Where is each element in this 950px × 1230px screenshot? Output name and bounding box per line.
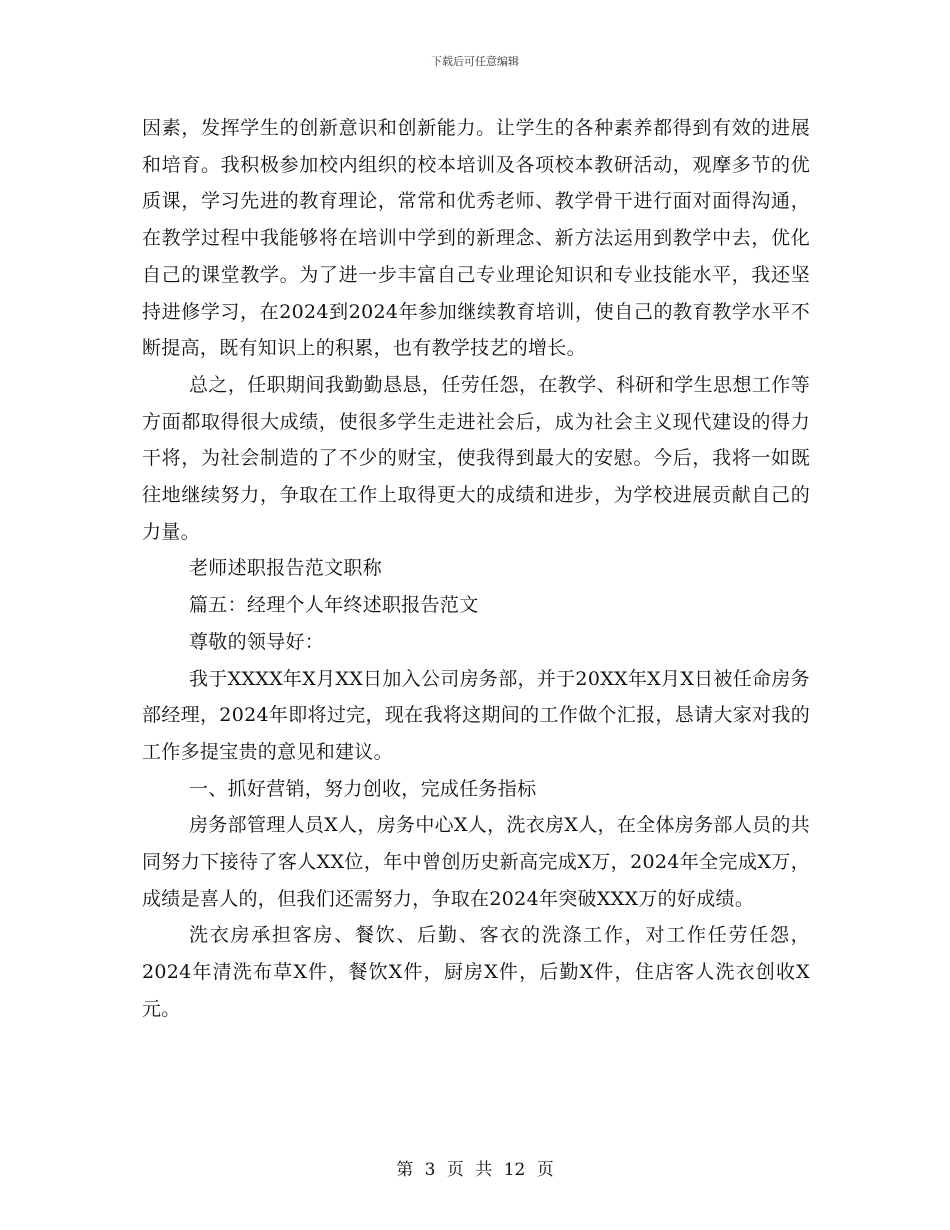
paragraph-9: 洗衣房承担客房、餐饮、后勤、客衣的洗涤工作，对工作任劳任怨，2024年清洗布草X件，餐饮X件，厨房X件，后勤X件，住店客人洗衣创收X元。 [142,924,810,1020]
paragraph-6: 我于XXXX年X月XX日加入公司房务部，并于20XX年X月X日被任命房务部经理，2024年即将过完，现在我将这期间的工作做个汇报，恳请大家对我的工作多提宝贵的意见和建议。 [142,667,810,763]
paragraph-1: 因素，发挥学生的创新意识和创新能力。让学生的各种素养都得到有效的进展和培育。我积极参加校内组织的校本培训及各项校本教研活动，观摩多节的优质课，学习先进的教育理论，常常和优秀老师、教学骨干进行面对面得沟通，在教学过程中我能够将在培训中学到的新理念、新方法运用到教学中去，优化自己的课堂教学。为了进一步丰富自己专业理论知识和专业技能水平，我还坚持进修学习，在2024到2024年参加继续教育培训，使自己的教育教学水平不断提高，既有知识上的积累，也有教学技艺的增长。 [142,117,810,360]
paragraph-4: 篇五：经理个人年终述职报告范文 [189,594,479,617]
paragraph-8: 房务部管理人员X人，房务中心X人，洗衣房X人，在全体房务部人员的共同努力下接待了客人XX位，年中曾创历史新高完成X万，2024年全完成X万，成绩是喜人的，但我们还需努力，争取在2024年突破XXX万的好成绩。 [142,814,810,910]
paragraph-2: 总之，任职期间我勤勤恳恳，任劳任怨，在教学、科研和学生思想工作等方面都取得很大成绩，使很多学生走进社会后，成为社会主义现代建设的得力干将，为社会制造的了不少的财宝，使我得到最大的安慰。今后，我将一如既往地继续努力，争取在工作上取得更大的成绩和进步，为学校进展贡献自己的力量。 [142,373,810,543]
page-number-footer: 第 3 页 共 12 页 [396,1160,554,1180]
page-header-note: 下载后可任意编辑 [431,55,519,68]
document-body [142,110,810,1028]
paragraph-7: 一、抓好营销，努力创收，完成任务指标 [189,777,537,800]
paragraph-3: 老师述职报告范文职称 [189,557,383,580]
paragraph-5: 尊敬的领导好： [189,630,325,653]
